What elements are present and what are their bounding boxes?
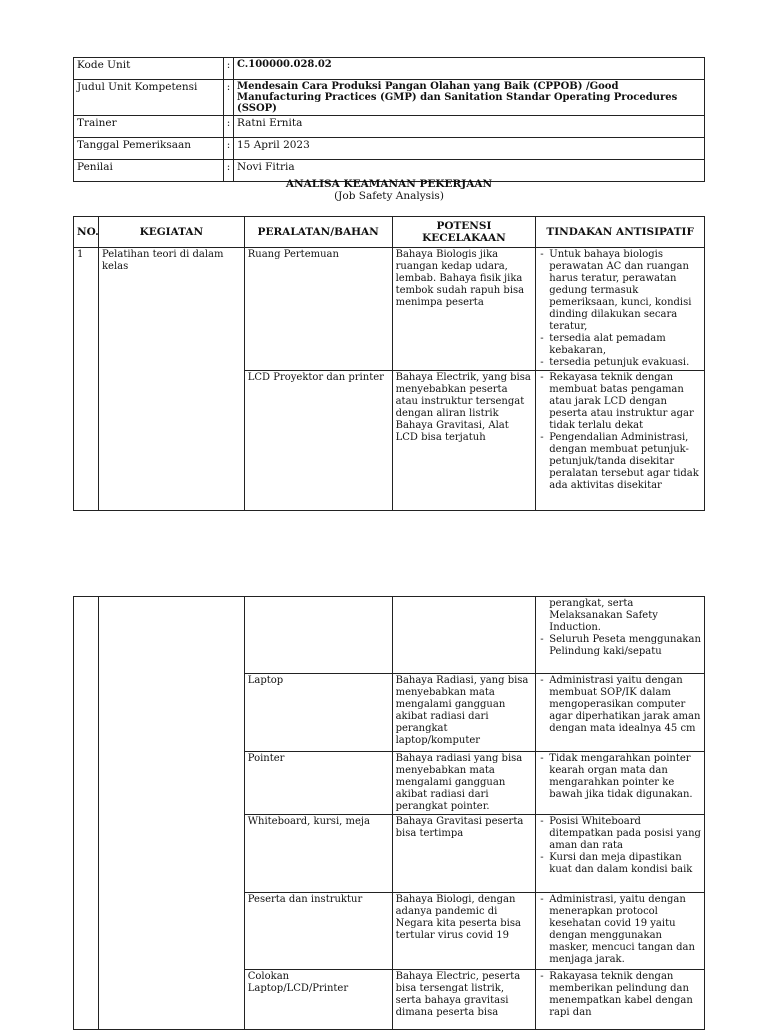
list-item: - tersedia alat pemadam kebakaran,	[539, 333, 701, 357]
row-tindakan	[536, 970, 705, 1030]
info-row	[74, 138, 705, 160]
list-item: - tersedia petunjuk evakuasi.	[539, 357, 701, 369]
row-peralatan	[244, 597, 392, 674]
list-item: - Posisi Whiteboard ditempatkan pada posisi yang aman dan rata	[539, 816, 701, 852]
jsa-header-row	[74, 217, 705, 248]
row-potensi: Bahaya Gravitasi peserta bisa tertimpa	[392, 815, 536, 893]
info-colon: :	[224, 160, 234, 182]
col-peralatan: PERALATAN/BAHAN	[244, 217, 392, 248]
row-peralatan: LCD Proyektor dan printer	[244, 371, 392, 511]
info-row	[74, 80, 705, 116]
row-potensi: Bahaya Electric, peserta bisa tersengat listrik, serta bahaya gravitasi dimana peserta bisa	[392, 970, 536, 1030]
info-value: Novi Fitria	[234, 160, 705, 182]
row-peralatan: Colokan Laptop/LCD/Printer	[244, 970, 392, 1030]
row-tindakan	[536, 752, 705, 815]
col-potensi: POTENSI KECELAKAAN	[392, 217, 536, 248]
list-item: - Seluruh Peseta menggunakan Pelindung kaki/sepatu	[539, 634, 701, 658]
info-label: Tanggal Pemeriksaan	[74, 138, 224, 160]
row-kegiatan: Pelatihan teori di dalam kelas	[98, 248, 244, 511]
row-tindakan	[536, 597, 705, 674]
list-item: - Untuk bahaya biologis perawatan AC dan ruangan harus teratur, perawatan gedung termasuk pemeriksaan, kunci, kondisi dinding dilakukan secara teratur,	[539, 249, 701, 333]
row-peralatan: Pointer	[244, 752, 392, 815]
col-kegiatan: KEGIATAN	[98, 217, 244, 248]
list-item: - Administrasi, yaitu dengan menerapkan protocol kesehatan covid 19 yaitu dengan menggunakan masker, mencuci tangan dan menjaga jarak.	[539, 894, 701, 966]
info-label: Trainer	[74, 116, 224, 138]
info-value: 15 April 2023	[234, 138, 705, 160]
list-item: - Kursi dan meja dipastikan kuat dan dalam kondisi baik	[539, 852, 701, 876]
info-colon: :	[224, 138, 234, 160]
row-peralatan: Laptop	[244, 674, 392, 752]
list-item-continuation: perangkat, serta Melaksanakan Safety Induction.	[549, 598, 658, 633]
row-tindakan	[536, 248, 705, 371]
row-tindakan	[536, 371, 705, 511]
row-potensi: Bahaya radiasi yang bisa menyebabkan mata mengalami gangguan akibat radiasi dari perangkat pointer.	[392, 752, 536, 815]
info-colon: :	[224, 116, 234, 138]
document-title: ANALISA KEAMANAN PEKERJAAN	[285, 178, 493, 190]
row-potensi: Bahaya Biologis jika ruangan kedap udara, lembab. Bahaya fisik jika tembok sudah rapuh bisa menimpa peserta	[392, 248, 536, 371]
table-row	[74, 597, 705, 674]
col-no: NO.	[74, 217, 99, 248]
jsa-table-2	[73, 596, 705, 1030]
row-no	[74, 597, 99, 1030]
list-item: - Pengendalian Administrasi, dengan membuat petunjuk-petunjuk/tanda disekitar peralatan tersebut agar tidak ada aktivitas disekitar	[539, 432, 701, 492]
list-item: - Rakayasa teknik dengan memberikan pelindung dan menempatkan kabel dengan rapi dan	[539, 971, 701, 1019]
row-tindakan	[536, 815, 705, 893]
row-tindakan	[536, 893, 705, 970]
info-value: Mendesain Cara Produksi Pangan Olahan yang Baik (CPPOB) /Good Manufacturing Practices (GMP) dan Sanitation Standar Operating Procedures (SSOP)	[234, 80, 705, 116]
row-potensi: Bahaya Electrik, yang bisa menyebabkan peserta atau instruktur tersengat dengan aliran listrik Bahaya Gravitasi, Alat LCD bisa terjatuh	[392, 371, 536, 511]
info-colon: :	[224, 58, 234, 80]
table-row	[74, 248, 705, 371]
row-potensi: Bahaya Radiasi, yang bisa menyebabkan mata mengalami gangguan akibat radiasi dari perangkat laptop/komputer	[392, 674, 536, 752]
row-tindakan	[536, 674, 705, 752]
list-item: - Administrasi yaitu dengan membuat SOP/IK dalam mengoperasikan computer agar diperhatikan jarak aman dengan mata idealnya 45 cm	[539, 675, 701, 735]
row-peralatan: Peserta dan instruktur	[244, 893, 392, 970]
jsa-table-1	[73, 216, 705, 511]
info-label: Kode Unit	[74, 58, 224, 80]
info-value: C.100000.028.02	[234, 58, 705, 80]
info-label: Penilai	[74, 160, 224, 182]
row-peralatan: Whiteboard, kursi, meja	[244, 815, 392, 893]
info-label: Judul Unit Kompetensi	[74, 80, 224, 116]
row-potensi: Bahaya Biologi, dengan adanya pandemic di Negara kita peserta bisa tertular virus covid 19	[392, 893, 536, 970]
row-potensi	[392, 597, 536, 674]
info-value: Ratni Ernita	[234, 116, 705, 138]
row-no: 1	[74, 248, 99, 511]
info-colon: :	[224, 80, 234, 116]
list-item: - Tidak mengarahkan pointer kearah organ mata dan mengarahkan pointer ke bawah jika tidak digunakan.	[539, 753, 701, 801]
list-item: - Rekayasa teknik dengan membuat batas pengaman atau jarak LCD dengan peserta atau instruktur agar tidak terlalu dekat	[539, 372, 701, 432]
unit-info-table	[73, 57, 705, 182]
info-row	[74, 116, 705, 138]
info-row	[74, 58, 705, 80]
col-tindakan: TINDAKAN ANTISIPATIF	[536, 217, 705, 248]
row-kegiatan	[98, 597, 244, 1030]
row-peralatan: Ruang Pertemuan	[244, 248, 392, 371]
document-subtitle: (Job Safety Analysis)	[334, 190, 444, 202]
